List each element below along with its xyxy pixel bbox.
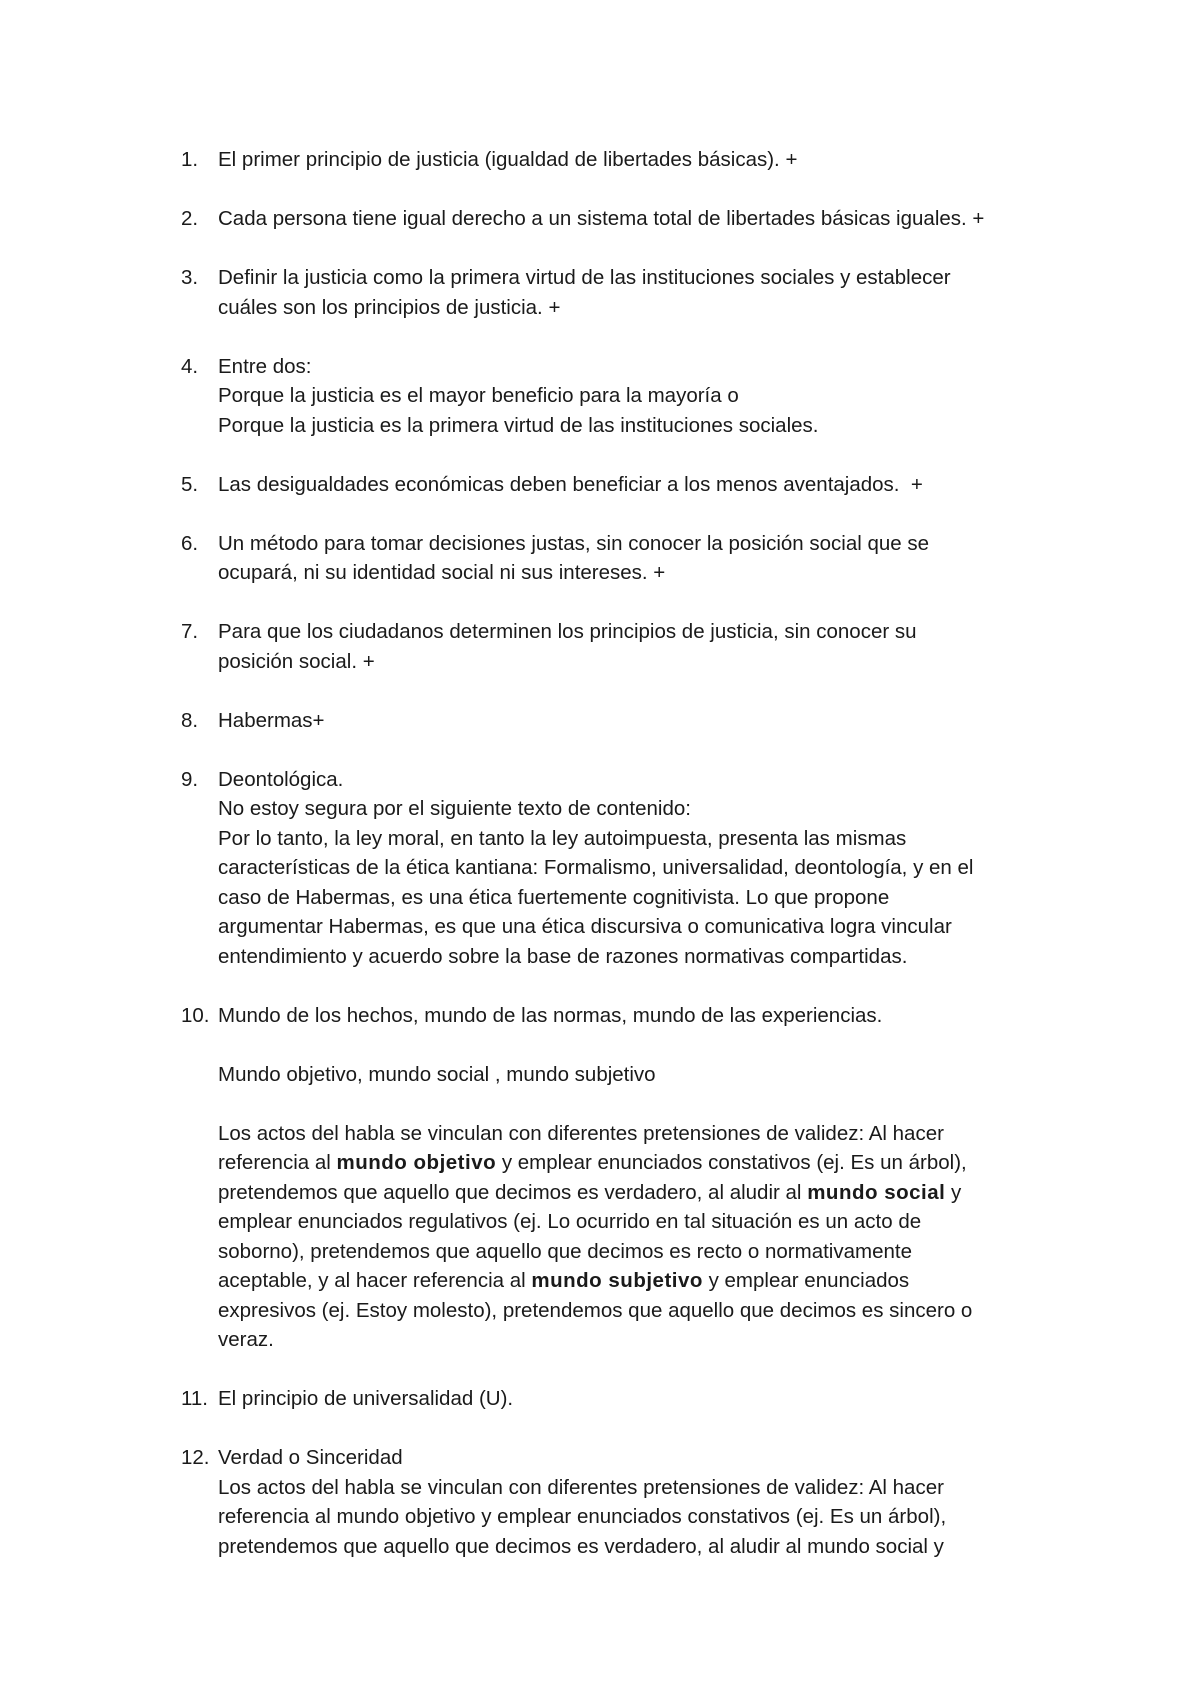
item-number: 4. (181, 354, 199, 378)
item-line: Deontológica. (218, 767, 344, 791)
item-line: Las desigualdades económicas deben beneficiar a los menos aventajados. + (218, 472, 923, 496)
item-body (218, 470, 1061, 500)
item-body (218, 765, 1061, 972)
line-segment: y emplear enunciados constativos (ej. Es un árbol), (496, 1151, 967, 1174)
item-line: Mundo objetivo, mundo social , mundo subjetivo (218, 1062, 656, 1086)
line-segment: y (945, 1180, 962, 1204)
item-number: 5. (181, 472, 199, 496)
item-body (218, 145, 1061, 175)
item-line: Porque la justicia es la primera virtud de las instituciones sociales. (218, 413, 819, 437)
bold-term: mundo social (807, 1180, 946, 1204)
answer-item (181, 204, 1061, 234)
answer-item (181, 470, 1061, 500)
item-number: 3. (181, 266, 199, 289)
item-line: Entre dos: (218, 354, 312, 378)
item-number: 8. (181, 708, 199, 732)
item-line: referencia al mundo objetivo y emplear enunciados constativos (ej. Es un árbol), (218, 1505, 947, 1528)
item-line: Porque la justicia es el mayor beneficio para la mayoría o (218, 384, 739, 407)
item-number: 10. (181, 1003, 210, 1027)
item-line (218, 1178, 1061, 1208)
item-line: expresivos (ej. Estoy molesto), pretendemos que aquello que decimos es sincero o (218, 1298, 973, 1322)
item-body (218, 263, 1061, 322)
item-number: 11. (181, 1387, 208, 1410)
item-line: El primer principio de justicia (igualdad de libertades básicas). + (218, 148, 798, 171)
item-line: Verdad o Sinceridad (218, 1446, 403, 1469)
item-body (218, 1001, 1061, 1355)
item-number: 6. (181, 531, 199, 555)
item-line: Habermas+ (218, 708, 325, 732)
bold-term: mundo objetivo (336, 1151, 497, 1174)
item-line: Los actos del habla se vinculan con diferentes pretensiones de validez: Al hacer (218, 1121, 944, 1145)
item-number: 12. (181, 1446, 210, 1469)
blank-line (218, 1089, 1061, 1119)
item-line: argumentar Habermas, es que una ética discursiva o comunicativa logra vincular (218, 915, 952, 938)
item-body (218, 617, 1061, 676)
answer-item (181, 263, 1061, 322)
answer-item (181, 706, 1061, 736)
item-line: cuáles son los principios de justicia. + (218, 295, 561, 319)
item-line: posición social. + (218, 649, 375, 673)
item-line (218, 1266, 1061, 1296)
item-line: soborno), pretendemos que aquello que decimos es recto o normativamente (218, 1239, 912, 1263)
line-segment: referencia al (218, 1151, 337, 1174)
answer-item (181, 1001, 1061, 1355)
item-body (218, 529, 1061, 588)
item-line: Los actos del habla se vinculan con diferentes pretensiones de validez: Al hacer (218, 1475, 944, 1499)
item-line: Cada persona tiene igual derecho a un sistema total de libertades básicas iguales. + (218, 207, 985, 230)
item-body (218, 352, 1061, 441)
item-line: El principio de universalidad (U). (218, 1387, 514, 1410)
item-line: Definir la justicia como la primera virtud de las instituciones sociales y establecer (218, 266, 951, 289)
item-number: 7. (181, 620, 199, 643)
answer-item (181, 352, 1061, 441)
line-segment: pretendemos que aquello que decimos es verdadero, al aludir al (218, 1180, 808, 1204)
item-line: entendimiento y acuerdo sobre la base de razones normativas compartidas. (218, 944, 908, 968)
item-line: Mundo de los hechos, mundo de las normas, mundo de las experiencias. (218, 1003, 883, 1027)
item-line: ocupará, ni su identidad social ni sus intereses. + (218, 561, 666, 584)
item-line: características de la ética kantiana: Formalismo, universalidad, deontología, y en el (218, 856, 974, 879)
item-line: pretendemos que aquello que decimos es verdadero, al aludir al mundo social y (218, 1534, 944, 1558)
answer-item (181, 617, 1061, 676)
answer-item (181, 765, 1061, 972)
item-number: 2. (181, 207, 199, 230)
line-segment: aceptable, y al hacer referencia al (218, 1269, 532, 1292)
item-line (218, 1148, 1061, 1178)
answer-item (181, 145, 1061, 175)
answer-item (181, 1384, 1061, 1414)
blank-line (218, 1030, 1061, 1060)
item-body (218, 204, 1061, 234)
bold-term: mundo subjetivo (531, 1269, 703, 1292)
item-line: Un método para tomar decisiones justas, sin conocer la posición social que se (218, 531, 930, 555)
answer-item (181, 1443, 1061, 1561)
item-line: Para que los ciudadanos determinen los principios de justicia, sin conocer su (218, 620, 917, 643)
answer-item (181, 529, 1061, 588)
answer-list (181, 145, 1061, 1591)
item-line: No estoy segura por el siguiente texto de contenido: (218, 797, 691, 820)
line-segment: y emplear enunciados (702, 1269, 910, 1292)
item-line: Por lo tanto, la ley moral, en tanto la ley autoimpuesta, presenta las mismas (218, 826, 907, 850)
item-number: 9. (181, 767, 199, 791)
item-number: 1. (181, 148, 199, 171)
item-body (218, 1384, 1061, 1414)
item-body (218, 706, 1061, 736)
item-line: caso de Habermas, es una ética fuertemente cognitivista. Lo que propone (218, 885, 890, 909)
item-body (218, 1443, 1061, 1561)
item-line: veraz. (218, 1328, 274, 1351)
item-line: emplear enunciados regulativos (ej. Lo ocurrido en tal situación es un acto de (218, 1210, 922, 1233)
